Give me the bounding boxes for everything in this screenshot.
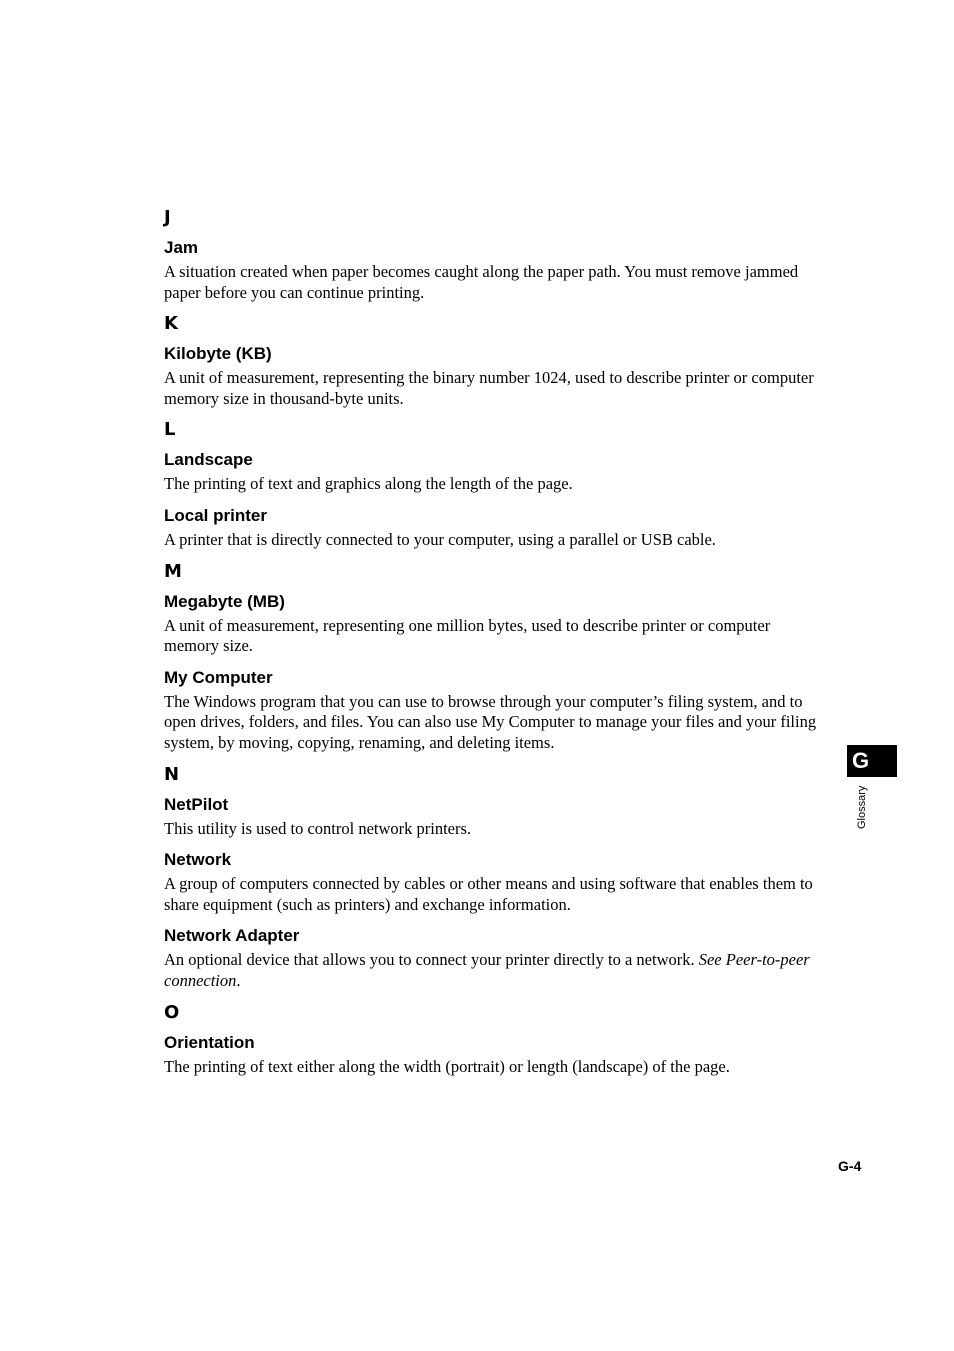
glossary-definition: This utility is used to control network printers. bbox=[164, 818, 472, 838]
glossary-term: Network Adapter bbox=[164, 926, 300, 946]
glossary-entry bbox=[164, 667, 829, 754]
glossary-term: NetPilot bbox=[164, 794, 229, 814]
section-n bbox=[164, 764, 829, 992]
glossary-entry bbox=[164, 343, 829, 409]
glossary-term: Jam bbox=[164, 238, 199, 257]
section-letter: O bbox=[164, 1001, 180, 1023]
section-letter: N bbox=[164, 763, 180, 785]
section-k bbox=[164, 313, 829, 409]
section-j bbox=[164, 207, 829, 303]
page-number: G-4 bbox=[838, 1158, 862, 1174]
glossary-term: Kilobyte (KB) bbox=[164, 344, 272, 364]
glossary-term: Network bbox=[164, 850, 232, 870]
glossary-definition: The Windows program that you can use to browse through your computer’s filing system, and to open drives, folders, and files. You can also use My Computer to manage your files and your filing system, by moving, copying, renaming, and deleting items. bbox=[164, 691, 817, 752]
section-l bbox=[164, 419, 829, 550]
chapter-tab-letter: G bbox=[852, 748, 870, 773]
glossary-definition bbox=[164, 950, 829, 991]
section-letter: L bbox=[164, 419, 176, 441]
glossary-entry bbox=[164, 591, 829, 657]
glossary-term: Megabyte (MB) bbox=[164, 591, 285, 611]
glossary-definition: The printing of text either along the width (portrait) or length (landscape) of the page. bbox=[164, 1056, 730, 1076]
glossary-term: Local printer bbox=[164, 505, 267, 525]
glossary-entry bbox=[164, 849, 829, 915]
glossary-term: Landscape bbox=[164, 450, 253, 470]
glossary-term: Orientation bbox=[164, 1032, 255, 1052]
definition-end: . bbox=[236, 970, 241, 990]
section-letter: K bbox=[164, 313, 178, 335]
glossary-definition: The printing of text and graphics along the length of the page. bbox=[164, 474, 573, 494]
chapter-side-label: Glossary bbox=[856, 785, 868, 829]
section-m bbox=[164, 561, 829, 754]
cross-reference: See Peer-to-peer connection bbox=[164, 950, 810, 990]
glossary-definition: A group of computers connected by cables or other means and using software that enables them to share equipment (such as printers) and exchange information. bbox=[164, 874, 813, 914]
glossary-entry bbox=[164, 237, 829, 303]
glossary-entry bbox=[164, 925, 829, 991]
chapter-tab bbox=[847, 745, 897, 777]
glossary-definition: A unit of measurement, representing the binary number 1024, used to describe printer or computer memory size in thousand-byte units. bbox=[164, 368, 814, 408]
glossary-definition: A situation created when paper becomes caught along the paper path. You must remove jammed paper before you can continue printing. bbox=[164, 262, 799, 302]
glossary-term: My Computer bbox=[164, 667, 273, 687]
section-letter: J bbox=[164, 207, 171, 228]
section-letter: M bbox=[164, 560, 182, 582]
glossary-definition: A printer that is directly connected to your computer, using a parallel or USB cable. bbox=[164, 529, 716, 549]
glossary-entry bbox=[164, 1032, 829, 1078]
section-o bbox=[164, 1002, 829, 1078]
definition-text: An optional device that allows you to connect your printer directly to a network. bbox=[164, 950, 695, 970]
glossary-entry bbox=[164, 794, 829, 840]
glossary-content bbox=[164, 207, 829, 1087]
glossary-entry bbox=[164, 449, 829, 495]
glossary-entry bbox=[164, 505, 829, 551]
glossary-definition: A unit of measurement, representing one million bytes, used to describe printer or computer memory size. bbox=[164, 615, 771, 656]
